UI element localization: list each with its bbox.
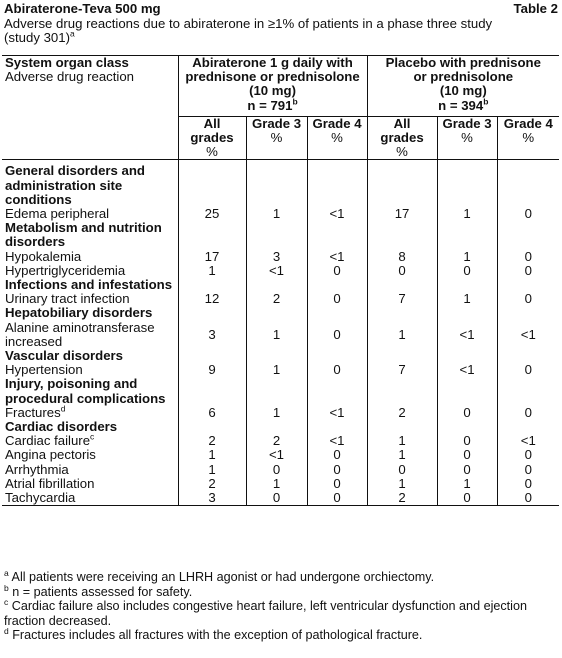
table-header (4, 2, 558, 56)
subtitle-line-2 (4, 28, 558, 46)
section-heading-row (2, 193, 559, 207)
table-body (2, 160, 559, 506)
percent-label: % (522, 130, 535, 146)
drug-title: Abiraterone-Teva 500 mg (4, 1, 161, 16)
footnote-ref-a: a (69, 28, 75, 39)
reaction-label (2, 403, 178, 420)
value-cell: <1 (307, 434, 367, 448)
value-cell: 2 (246, 292, 307, 306)
percent-label: % (461, 130, 473, 146)
group1-line-1: Abiraterone 1 g daily with (192, 55, 353, 70)
value-cell: 0 (367, 463, 437, 477)
empty-cell (246, 179, 307, 193)
value-cell: 0 (497, 250, 559, 264)
value-cell: 2 (367, 406, 437, 420)
class-label-2: Adverse drug reaction (5, 69, 135, 85)
table-row (2, 477, 559, 491)
value-cell: 1 (246, 406, 307, 420)
empty-cell (246, 221, 307, 235)
value-cell: 0 (307, 448, 367, 462)
value-cell: 0 (307, 292, 367, 306)
value-cell: 0 (437, 434, 497, 448)
section-heading-row (2, 377, 559, 391)
value-cell: 1 (367, 477, 437, 491)
value-cell: 0 (437, 491, 497, 506)
value-cell: 6 (178, 406, 246, 420)
table-row (2, 363, 559, 377)
value-cell: <1 (437, 363, 497, 377)
value-cell: 25 (178, 207, 246, 221)
value-cell: 1 (246, 477, 307, 491)
empty-cell (437, 179, 497, 193)
table-row (2, 463, 559, 477)
percent-label: % (331, 130, 343, 146)
reaction-label (2, 264, 178, 278)
value-cell: <1 (246, 448, 307, 462)
empty-cell (178, 193, 246, 207)
section-heading-row (2, 306, 559, 320)
footnote-mark: a (4, 567, 9, 578)
value-cell: 0 (437, 448, 497, 462)
value-cell: 2 (178, 434, 246, 448)
empty-cell (178, 392, 246, 406)
empty-cell (178, 278, 246, 292)
table-row (2, 321, 559, 335)
section-heading-row (2, 221, 559, 235)
empty-cell (437, 306, 497, 320)
section-heading: administration site (5, 177, 123, 193)
footnote-ref-b: b (292, 96, 298, 107)
grade-label: Grade 3 (251, 115, 302, 131)
empty-cell (497, 193, 559, 207)
section-heading-row (2, 235, 559, 249)
value-cell: 1 (246, 207, 307, 221)
empty-cell (437, 235, 497, 249)
empty-cell (367, 193, 437, 207)
reaction-text: Hypokalemia (5, 248, 82, 264)
reaction-label (2, 431, 178, 449)
value-cell: <1 (497, 321, 559, 349)
reaction-label (2, 463, 178, 477)
table-label: Table 2 (513, 1, 558, 16)
group1-n (182, 96, 364, 113)
value-cell: 0 (497, 491, 559, 506)
reaction-text: Edema peripheral (5, 206, 110, 222)
empty-cell (246, 278, 307, 292)
group2-n-text: n = 394 (438, 97, 484, 113)
empty-cell (497, 221, 559, 235)
value-cell: 0 (497, 264, 559, 278)
section-heading: Metabolism and nutrition (5, 220, 162, 236)
value-cell: 1 (178, 463, 246, 477)
value-cell: 2 (178, 477, 246, 491)
group2-line-3: (10 mg) (439, 83, 487, 99)
footnote-text: All patients were receiving an LHRH agonist or had undergone orchiectomy. (8, 570, 435, 584)
table-row (2, 448, 559, 462)
reaction-text: Arrhythmia (5, 461, 69, 477)
value-cell: 1 (437, 207, 497, 221)
reaction-label-continued: increased (5, 333, 63, 349)
table-row (2, 250, 559, 264)
value-cell: 17 (367, 207, 437, 221)
empty-cell (178, 349, 246, 363)
empty-cell (437, 160, 497, 179)
value-cell: 12 (178, 292, 246, 306)
grade-column-header (246, 116, 307, 160)
value-cell: 0 (437, 406, 497, 420)
reaction-label: Alanine aminotransferase (5, 319, 155, 335)
empty-cell (497, 392, 559, 406)
value-cell: 9 (178, 363, 246, 377)
value-cell: 0 (307, 321, 367, 349)
empty-cell (246, 235, 307, 249)
empty-cell (246, 420, 307, 434)
group1-line-2: prednisone or prednisolone (185, 69, 360, 85)
reaction-text: Hypertension (5, 362, 83, 378)
empty-cell (246, 377, 307, 391)
table-subtitle (4, 17, 558, 46)
footnote (4, 567, 558, 585)
empty-cell (307, 235, 367, 249)
group2-line-1: Placebo with prednisone (385, 55, 541, 70)
empty-cell (307, 179, 367, 193)
value-cell: 1 (246, 363, 307, 377)
footnote (4, 599, 558, 628)
reaction-label (2, 250, 178, 264)
value-cell: 0 (307, 264, 367, 278)
empty-cell (367, 349, 437, 363)
empty-cell (246, 349, 307, 363)
section-heading: General disorders and (5, 163, 145, 179)
empty-cell (437, 193, 497, 207)
value-cell: 17 (178, 250, 246, 264)
percent-label: % (396, 144, 408, 160)
empty-cell (307, 349, 367, 363)
empty-cell (497, 306, 559, 320)
value-cell: 3 (178, 491, 246, 506)
reaction-text: Angina pectoris (5, 447, 96, 463)
empty-cell (437, 420, 497, 434)
section-heading: Hepatobiliary disorders (5, 305, 153, 321)
value-cell: 1 (367, 321, 437, 349)
value-cell: 3 (246, 250, 307, 264)
empty-cell (437, 278, 497, 292)
empty-cell (367, 377, 437, 391)
value-cell: 1 (246, 321, 307, 349)
table-row (2, 264, 559, 278)
reaction-text: Tachycardia (5, 490, 76, 506)
section-heading: procedural complications (5, 390, 166, 406)
table-row (2, 207, 559, 221)
reaction-label (2, 292, 178, 306)
value-cell: 0 (437, 264, 497, 278)
empty-cell (367, 278, 437, 292)
empty-cell (497, 160, 559, 179)
system-organ-class-header (2, 56, 178, 160)
grade-label: All grades (380, 115, 424, 146)
table-row (2, 406, 559, 420)
empty-cell (307, 306, 367, 320)
group2-line-2: or prednisolone (413, 69, 514, 85)
footnote-text: Fractures includes all fractures with the exception of pathological fracture. (8, 628, 423, 643)
footnote-text: Cardiac failure also includes congestive heart failure, left ventricular dysfunction and ejection fraction decreased. (4, 599, 527, 628)
empty-cell (497, 179, 559, 193)
section-heading-row (2, 392, 559, 406)
value-cell: 0 (307, 363, 367, 377)
value-cell: 0 (497, 406, 559, 420)
section-heading-row (2, 160, 559, 179)
footnotes (4, 567, 558, 643)
empty-cell (437, 392, 497, 406)
empty-cell (437, 349, 497, 363)
empty-cell (178, 160, 246, 179)
value-cell: 0 (307, 463, 367, 477)
value-cell: 0 (497, 207, 559, 221)
empty-cell (246, 160, 307, 179)
empty-cell (437, 377, 497, 391)
value-cell: 3 (178, 321, 246, 349)
value-cell: 2 (367, 491, 437, 506)
value-cell: 0 (497, 463, 559, 477)
empty-cell (497, 377, 559, 391)
grade-label: Grade 3 (442, 115, 492, 131)
value-cell: 0 (246, 491, 307, 506)
section-heading-row (2, 179, 559, 193)
empty-cell (178, 377, 246, 391)
section-heading-row (2, 278, 559, 292)
value-cell: 1 (367, 448, 437, 462)
percent-label: % (270, 130, 283, 146)
value-cell: 1 (437, 250, 497, 264)
reaction-label (2, 363, 178, 377)
value-cell: 1 (178, 264, 246, 278)
value-cell: 2 (246, 434, 307, 448)
table-row (2, 434, 559, 448)
value-cell: 1 (367, 434, 437, 448)
section-heading-row (2, 349, 559, 363)
value-cell: 0 (437, 463, 497, 477)
value-cell: 0 (307, 477, 367, 491)
empty-cell (307, 278, 367, 292)
adverse-reactions-table (2, 55, 559, 506)
empty-cell (497, 420, 559, 434)
empty-cell (178, 235, 246, 249)
table-row (2, 491, 559, 506)
value-cell: <1 (497, 434, 559, 448)
placebo-group-header (367, 56, 559, 117)
section-heading: Vascular disorders (5, 348, 124, 364)
footnote-ref-c: c (90, 431, 95, 442)
empty-cell (307, 377, 367, 391)
value-cell: 0 (497, 363, 559, 377)
grade-label: Grade 4 (503, 115, 553, 131)
value-cell: 1 (178, 448, 246, 462)
percent-label: % (206, 144, 218, 160)
table-row (2, 292, 559, 306)
reaction-text: Hypertriglyceridemia (5, 262, 126, 278)
value-cell: 7 (367, 363, 437, 377)
value-cell: <1 (307, 250, 367, 264)
section-heading: Infections and infestations (5, 277, 173, 293)
empty-cell (307, 193, 367, 207)
grade-column-header (437, 116, 497, 160)
reaction-text: Cardiac failure (5, 433, 91, 449)
empty-cell (246, 392, 307, 406)
value-cell: <1 (307, 406, 367, 420)
empty-cell (497, 349, 559, 363)
subtitle-line-1: Adverse drug reactions due to abiraterone in ≥1% of patients in a phase three study (4, 15, 493, 31)
empty-cell (307, 420, 367, 434)
value-cell: 7 (367, 292, 437, 306)
value-cell: 0 (307, 491, 367, 506)
empty-cell (178, 221, 246, 235)
section-heading: conditions (5, 191, 72, 207)
reaction-label (2, 491, 178, 506)
value-cell: 0 (367, 264, 437, 278)
empty-cell (307, 392, 367, 406)
empty-cell (497, 278, 559, 292)
abiraterone-group-header (178, 56, 367, 117)
empty-cell (307, 160, 367, 179)
empty-cell (367, 392, 437, 406)
empty-cell (367, 179, 437, 193)
grade-column-header (367, 116, 437, 160)
value-cell: 1 (437, 477, 497, 491)
section-heading: Injury, poisoning and (5, 376, 138, 392)
value-cell: 1 (437, 292, 497, 306)
value-cell: 8 (367, 250, 437, 264)
value-cell: 0 (246, 463, 307, 477)
section-heading: Cardiac disorders (5, 419, 118, 435)
value-cell: <1 (437, 321, 497, 349)
group1-n-text: n = 791 (247, 97, 293, 113)
footnote-mark: b (4, 582, 9, 593)
empty-cell (307, 221, 367, 235)
group2-n (371, 96, 557, 113)
value-cell: 0 (497, 292, 559, 306)
value-cell: 0 (497, 448, 559, 462)
empty-cell (246, 193, 307, 207)
grade-label: All grades (190, 115, 234, 146)
section-heading: disorders (5, 234, 66, 250)
grade-column-header (178, 116, 246, 160)
grade-column-header (307, 116, 367, 160)
empty-cell (246, 306, 307, 320)
grade-column-header (497, 116, 559, 160)
value-cell: <1 (307, 207, 367, 221)
reaction-text: Fractures (5, 404, 61, 420)
footnote (4, 628, 558, 643)
value-cell: <1 (246, 264, 307, 278)
reaction-text: Urinary tract infection (5, 291, 130, 307)
empty-cell (367, 235, 437, 249)
footnote (4, 582, 558, 600)
empty-cell (367, 306, 437, 320)
footnote-mark: d (4, 626, 9, 637)
footnote-ref-b: b (483, 96, 489, 107)
reaction-label (2, 207, 178, 221)
class-label-1: System organ class (5, 55, 129, 70)
empty-cell (178, 179, 246, 193)
value-cell: 0 (497, 477, 559, 491)
reaction-label (2, 448, 178, 462)
empty-cell (497, 235, 559, 249)
subtitle-text: (study 301) (4, 30, 70, 45)
empty-cell (178, 306, 246, 320)
reaction-label (2, 477, 178, 491)
empty-cell (367, 160, 437, 179)
group1-line-3: (10 mg) (249, 83, 296, 99)
empty-cell (367, 420, 437, 434)
grade-label: Grade 4 (312, 115, 362, 131)
footnote-text: n = patients assessed for safety. (8, 584, 193, 599)
empty-cell (437, 221, 497, 235)
empty-cell (367, 221, 437, 235)
empty-cell (178, 420, 246, 434)
footnote-ref-d: d (60, 403, 66, 414)
footnote-mark: c (4, 597, 9, 607)
reaction-text: Atrial fibrillation (5, 475, 95, 491)
